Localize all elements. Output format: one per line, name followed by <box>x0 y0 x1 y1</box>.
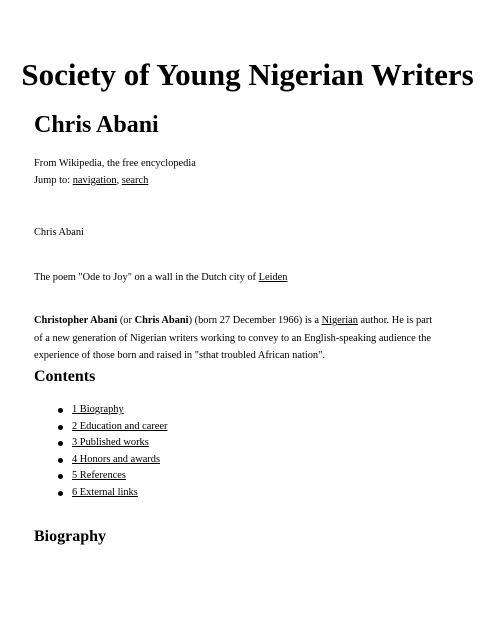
search-link[interactable]: search <box>121 175 149 186</box>
bullet-icon <box>58 474 63 479</box>
jump-to-line <box>34 172 148 189</box>
navigation-link[interactable]: navigation <box>72 175 117 186</box>
bold-name-full: Christopher Abani <box>34 315 118 326</box>
intro-text-1: (or <box>117 315 135 326</box>
toc-item <box>72 485 167 502</box>
contents-heading: Contents <box>34 368 96 385</box>
bullet-icon <box>58 491 63 496</box>
toc-link-published-works[interactable]: 3 Published works <box>72 437 149 449</box>
bullet-icon <box>58 408 63 413</box>
toc-item <box>72 435 167 452</box>
bullet-icon <box>58 441 63 446</box>
biography-heading: Biography <box>34 528 107 545</box>
toc-item <box>72 402 167 419</box>
toc-link-biography[interactable]: 1 Biography <box>72 404 124 415</box>
toc-item <box>72 419 167 436</box>
toc-item <box>72 468 167 485</box>
bullet-icon <box>58 425 63 430</box>
intro-text-2: ) (born 27 December 1966) is a <box>188 315 322 326</box>
bullet-icon <box>58 458 63 463</box>
nigerian-link[interactable]: Nigerian <box>321 315 358 326</box>
toc-link-references[interactable]: 5 References <box>72 470 126 482</box>
jump-separator: , <box>116 175 122 186</box>
table-of-contents <box>72 402 167 502</box>
from-wikipedia-line: From Wikipedia, the free encyclopedia <box>34 158 196 169</box>
site-title: Society of Young Nigerian Writers <box>21 57 474 92</box>
toc-link-honors-and-awards[interactable]: 4 Honors and awards <box>72 453 161 465</box>
article-title: Chris Abani <box>34 112 159 138</box>
intro-line-1 <box>34 312 474 330</box>
toc-link-external-links[interactable]: 6 External links <box>72 486 138 498</box>
caption-text: The poem "Ode to Joy" on a wall in the Dutch city of <box>34 272 259 283</box>
intro-line-3: experience of those born and raised in "sthat troubled African nation". <box>34 350 325 361</box>
toc-link-education-and-career[interactable]: 2 Education and career <box>72 420 168 432</box>
toc-item <box>72 452 167 469</box>
intro-paragraph <box>34 312 474 365</box>
bold-name-short: Chris Abani <box>134 315 189 326</box>
image-caption-poem <box>34 269 287 286</box>
jump-to-prefix: Jump to: <box>34 175 73 186</box>
image-caption-portrait: Chris Abani <box>34 227 84 238</box>
intro-line-2: of a new generation of Nigerian writers working to convey to an English-speaking audience the <box>34 332 432 344</box>
intro-text-3: author. He is part <box>357 315 433 326</box>
leiden-link[interactable]: Leiden <box>258 272 288 283</box>
